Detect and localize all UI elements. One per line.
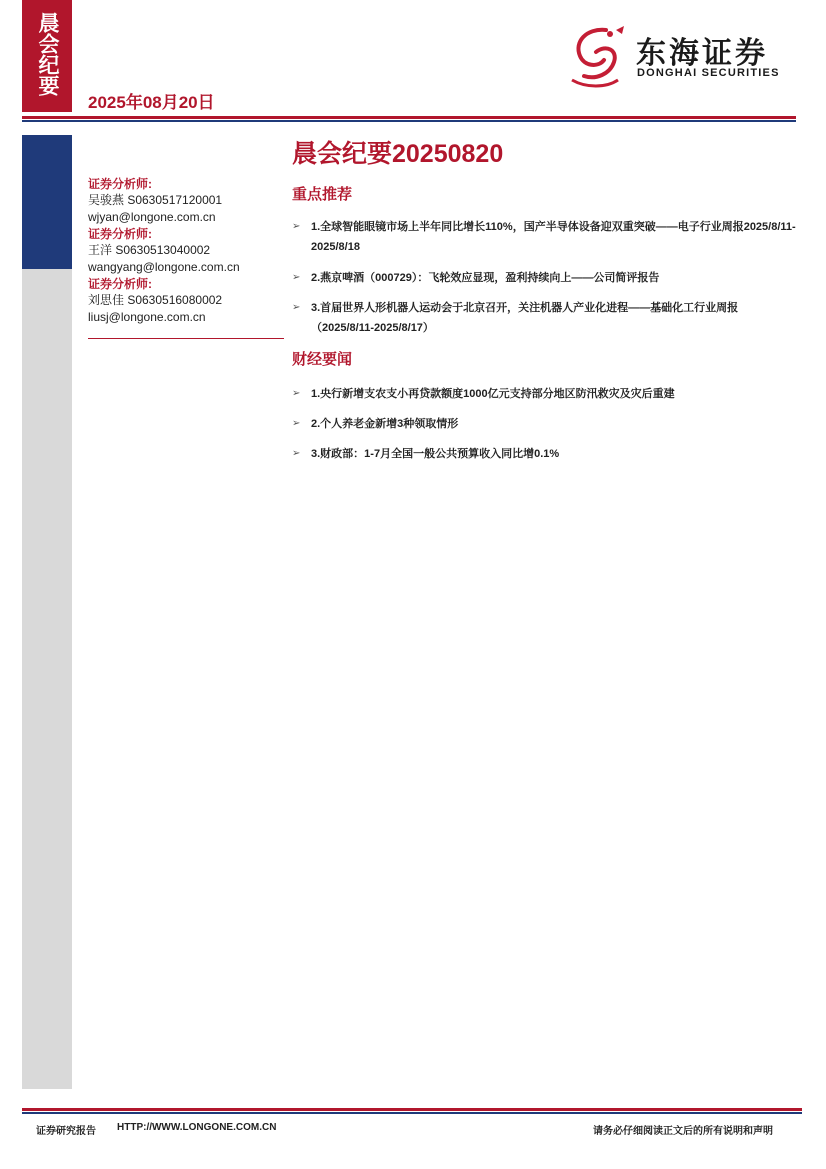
analyst-email[interactable]: wjyan@longone.com.cn bbox=[88, 210, 216, 224]
footer-website-link[interactable]: HTTP://WWW.LONGONE.COM.CN bbox=[117, 1122, 277, 1133]
analyst-label: 证券分析师: bbox=[88, 227, 152, 241]
footer-rule-red bbox=[22, 1108, 802, 1111]
analyst-list bbox=[88, 176, 278, 326]
report-date: 2025年08月20日 bbox=[88, 93, 215, 112]
analyst-name-id: 刘思佳 S0630516080002 bbox=[88, 293, 223, 307]
list-item-text: 3.财政部：1-7月全国一般公共预算收入同比增0.1% bbox=[311, 448, 560, 460]
analyst-label: 证券分析师: bbox=[88, 177, 152, 191]
sidebar-gray-block bbox=[22, 269, 72, 1089]
company-name-en: DONGHAI SECURITIES bbox=[637, 67, 780, 79]
page-title: 晨会纪要20250820 bbox=[292, 140, 504, 168]
footer-rule-blue bbox=[22, 1112, 802, 1114]
sidebar-blue-block bbox=[22, 135, 72, 269]
bullet-arrow-icon: ➢ bbox=[292, 272, 301, 283]
section-title-highlights: 重点推荐 bbox=[292, 186, 353, 203]
footer-disclaimer: 请务必仔细阅读正文后的所有说明和声明 bbox=[593, 1126, 773, 1137]
list-item-text: 3.首届世界人形机器人运动会于北京召开，关注机器人产业化进程——基础化工行业周报（2025/8/11-2025/8/17） bbox=[311, 302, 739, 334]
list-item[interactable] bbox=[292, 298, 798, 338]
list-item[interactable] bbox=[292, 217, 798, 257]
list-item-text: 1.全球智能眼镜市场上半年同比增长110%，国产半导体设备迎双重突破——电子行业周报2025/8/11-2025/8/18 bbox=[311, 221, 796, 253]
section-title-financial-news: 财经要闻 bbox=[292, 351, 353, 368]
list-item-text: 1.央行新增支农支小再贷款额度1000亿元支持部分地区防汛救灾及灾后重建 bbox=[311, 388, 675, 400]
bullet-arrow-icon: ➢ bbox=[292, 221, 301, 232]
company-name-cn: 东海证券 bbox=[636, 37, 768, 70]
analyst-name-id: 王洋 S0630513040002 bbox=[88, 243, 211, 257]
header-rule-blue bbox=[22, 120, 796, 122]
header-rule-red bbox=[22, 116, 796, 119]
bullet-arrow-icon: ➢ bbox=[292, 418, 301, 429]
list-item[interactable] bbox=[292, 414, 798, 434]
list-item[interactable] bbox=[292, 444, 798, 464]
list-item[interactable] bbox=[292, 268, 798, 288]
analyst-label: 证券分析师: bbox=[88, 277, 152, 291]
footer-report-type: 证券研究报告 bbox=[36, 1126, 96, 1137]
analyst-name-id: 吴骏燕 S0630517120001 bbox=[88, 193, 223, 207]
analyst-email[interactable]: wangyang@longone.com.cn bbox=[88, 260, 240, 274]
bullet-arrow-icon: ➢ bbox=[292, 388, 301, 399]
list-item-text: 2.燕京啤酒（000729）：飞轮效应显现，盈利持续向上——公司简评报告 bbox=[311, 272, 660, 284]
bullet-arrow-icon: ➢ bbox=[292, 448, 301, 459]
analyst-email[interactable]: liusj@longone.com.cn bbox=[88, 310, 206, 324]
analyst-entry bbox=[88, 226, 278, 276]
report-type-label: 晨会纪要 bbox=[36, 12, 59, 96]
list-item-text: 2.个人养老金新增3种领取情形 bbox=[311, 418, 459, 430]
analyst-divider bbox=[88, 338, 284, 339]
report-type-tab bbox=[22, 0, 72, 112]
bullet-arrow-icon: ➢ bbox=[292, 302, 301, 313]
list-item[interactable] bbox=[292, 384, 798, 404]
analyst-entry bbox=[88, 276, 278, 326]
analyst-entry bbox=[88, 176, 278, 226]
